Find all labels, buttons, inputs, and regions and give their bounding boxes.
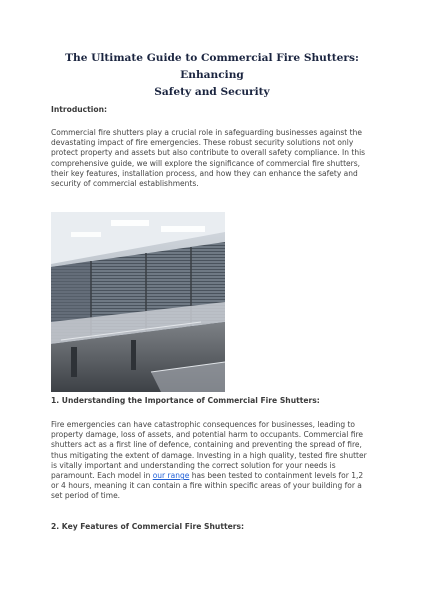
section-1-text-end: has been tested to containment levels for 1,2 or 4 hours, meaning it can contain a fire within specific areas of your building for a set period of time.: [51, 471, 364, 501]
page-title: [40, 50, 384, 101]
title-line-1: The Ultimate Guide to Commercial Fire Shutters: Enhancing: [65, 52, 359, 81]
our-range-link[interactable]: our range: [152, 471, 190, 481]
section-2-heading: 2. Key Features of Commercial Fire Shutters:: [51, 522, 245, 531]
intro-paragraph: Commercial fire shutters play a crucial role in safeguarding businesses against the devastating impact of fire emergencies. These robust security solutions not only protect property and assets but also contribute to overall safety compliance. In this comprehensive guide, we will explore the significance of commercial fire shutters, their key features, installation process, and how they can enhance the safety and security of commercial establishments.: [51, 128, 366, 189]
fire-shutters-photo: [51, 212, 225, 392]
photo-illustration: [51, 212, 225, 392]
section-1-text-start: Fire emergencies can have catastrophic consequences for businesses, leading to property damage, loss of assets, and potential harm to occupants. Commercial fire shutters act as a first line of defence, containing and preventing the spread of fire, thus mitigating the extent of damage. Investing in a high quality, tested fire shutter is vitally important and understanding the correct solution for your needs is paramount. Each model in: [51, 420, 367, 481]
title-line-2: Safety and Security: [154, 86, 270, 98]
intro-heading: Introduction:: [51, 105, 108, 114]
section-1-paragraph: [51, 420, 373, 502]
section-1-heading: 1. Understanding the Importance of Commercial Fire Shutters:: [51, 396, 320, 405]
